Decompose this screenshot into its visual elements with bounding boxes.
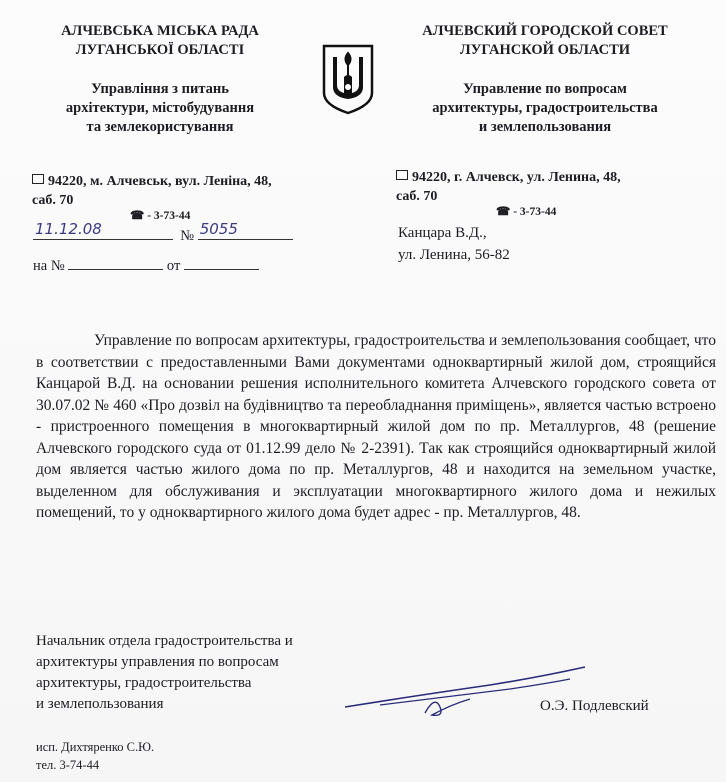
executor-info: исп. Дихтяренко С.Ю. тел. 3-74-44: [36, 740, 155, 772]
telephone-icon: ☎: [130, 210, 145, 222]
envelope-icon: [396, 170, 408, 180]
recipient-address: Канцара В.Д., ул. Ленина, 56-82: [398, 225, 510, 263]
telephone-icon: ☎: [496, 206, 511, 218]
header-ua-council: АЛЧЕВСЬКА МІСЬКА РАДА ЛУГАНСЬКОЇ ОБЛАСТІ: [61, 23, 259, 58]
header-ru-council: АЛЧЕВСКИЙ ГОРОДСКОЙ СОВЕТ ЛУГАНСКОЙ ОБЛАСТИ: [422, 23, 668, 58]
phone-ua: ☎ - 3-73-44: [130, 210, 191, 222]
header-ua-department: Управління з питань архітектури, містобудування та землекористування: [65, 81, 255, 135]
address-ru: 94220, г. Алчевск, ул. Ленина, 48, саб. 70: [396, 170, 621, 204]
trident-emblem-icon: [321, 43, 375, 115]
registration-date-field: 11.12.08: [33, 222, 173, 240]
reference-number-line: на № от: [33, 252, 303, 275]
registration-date-number: 11.12.08 № 5055: [33, 222, 303, 245]
letter-body: Управление по вопросам архитектуры, градостроительства и землепользования сообщает, что в соответствии с предоставленными Вами документами одноквартирный жилой дом, строящийся Канцарой В.Д. на основании решения исполнительного комитета Алчевского городского совета от 30.07.02 № 460 «Про дозвіл на будівництво та переобладнання приміщень», является частью встроено - пристроенного помещения в многоквартирный жилой дом по пр. Металлургов, 48 (решение Алчевского городского суда от 01.12.99 дело № 2-2391). Так как строящийся одноквартирный жилой дом является частью жилого дома по пр. Металлургов, 48 и находится на земельном участке, выделенном для обслуживания и эксплуатации многоквартирного жилого дома и нежилых помещений, то у одноквартирного жилого дома будет адрес - пр. Металлургов, 48.: [36, 332, 716, 521]
registration-number-field: 5055: [198, 222, 293, 240]
address-ua: 94220, м. Алчевськ, вул. Леніна, 48, саб. 70: [32, 174, 272, 208]
phone-ru: ☎ - 3-73-44: [496, 206, 557, 218]
signatory-name: О.Э. Подлевский: [540, 698, 649, 714]
envelope-icon: [32, 174, 44, 184]
header-ru-department: Управление по вопросам архитектуры, градостроительства и землепользования: [432, 81, 658, 135]
signatory-position: Начальник отдела градостроительства и архитектуры управления по вопросам архитектуры, градостроительства и землепользования: [36, 633, 293, 712]
